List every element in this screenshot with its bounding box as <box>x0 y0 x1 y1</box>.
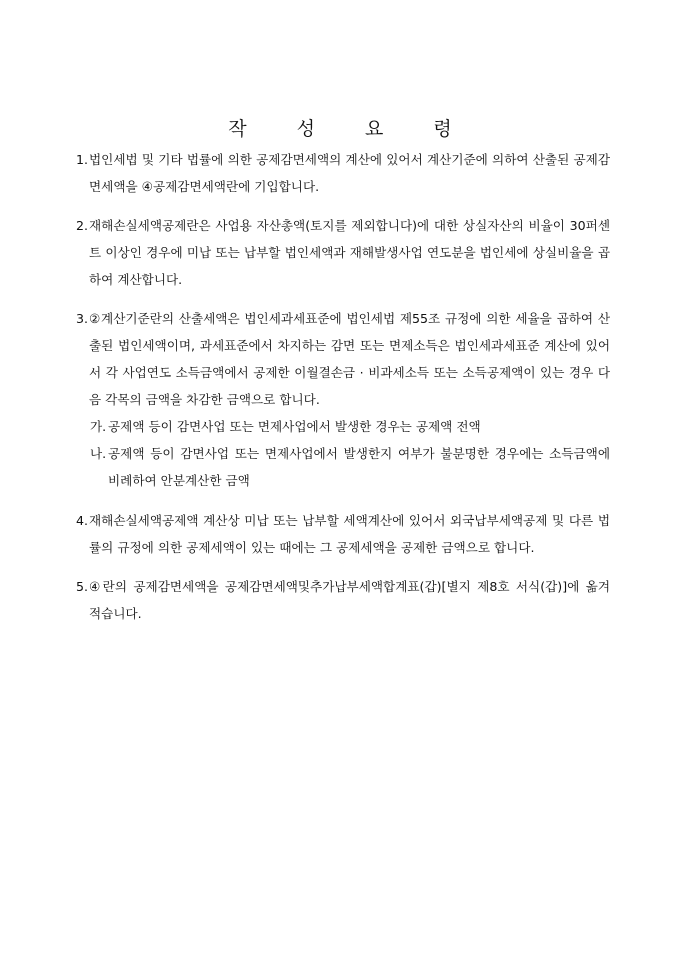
item-text: 법인세법 및 기타 법률에 의한 공제감면세액의 계산에 있어서 계산기준에 의하여 산출된 공제감면세액을 ④공제감면세액란에 기입합니다. <box>89 152 610 194</box>
sub-item-text: 공제액 등이 감면사업 또는 면제사업에서 발생한지 여부가 불분명한 경우에는 소득금액에 비례하여 안분계산한 금액 <box>108 446 610 488</box>
item-number: 3. <box>76 311 89 326</box>
item-number: 4. <box>76 513 89 528</box>
item-text: 재해손실세액공제액 계산상 미납 또는 납부할 세액계산에 있어서 외국납부세액공제 및 다른 법률의 규정에 의한 공제세액이 있는 때에는 그 공제세액을 공제한 금액으로 합니다. <box>89 513 610 555</box>
item-number: 1. <box>76 152 89 167</box>
sub-list-item <box>76 440 610 494</box>
sub-item-number: 나. <box>90 446 107 461</box>
item-text: 재해손실세액공제란은 사업용 자산총액(토지를 제외합니다)에 대한 상실자산의 비율이 30퍼센트 이상인 경우에 미납 또는 납부할 법인세액과 재해발생사업 연도분을 법인세에 상실비율을 곱하여 계산합니다. <box>89 218 610 287</box>
instructions-list <box>76 146 610 639</box>
list-item <box>76 212 610 293</box>
item-number: 2. <box>76 218 89 233</box>
list-item <box>76 146 610 200</box>
sub-item-text: 공제액 등이 감면사업 또는 면제사업에서 발생한 경우는 공제액 전액 <box>108 419 481 434</box>
list-item <box>76 507 610 561</box>
sub-item-number: 가. <box>90 419 107 434</box>
item-number: 5. <box>76 579 89 594</box>
page-title: 작성요령 <box>228 118 502 140</box>
item-text: ④란의 공제감면세액을 공제감면세액및추가납부세액합계표(갑)[별지 제8호 서식(갑)]에 옮겨 적습니다. <box>89 579 610 621</box>
item-text: ②계산기준란의 산출세액은 법인세과세표준에 법인세법 제55조 규정에 의한 세율을 곱하여 산출된 법인세액이며, 과세표준에서 차지하는 감면 또는 면제소득은 법인세과세표준 계산에 있어서 각 사업연도 소득금액에서 공제한 이월결손금 · 비과세소득 또는 소득공제액이 있는 경우 다음 각목의 금액을 차감한 금액으로 합니다. <box>89 311 610 407</box>
list-item <box>76 305 610 413</box>
list-item <box>76 573 610 627</box>
sub-list-item <box>76 413 610 440</box>
